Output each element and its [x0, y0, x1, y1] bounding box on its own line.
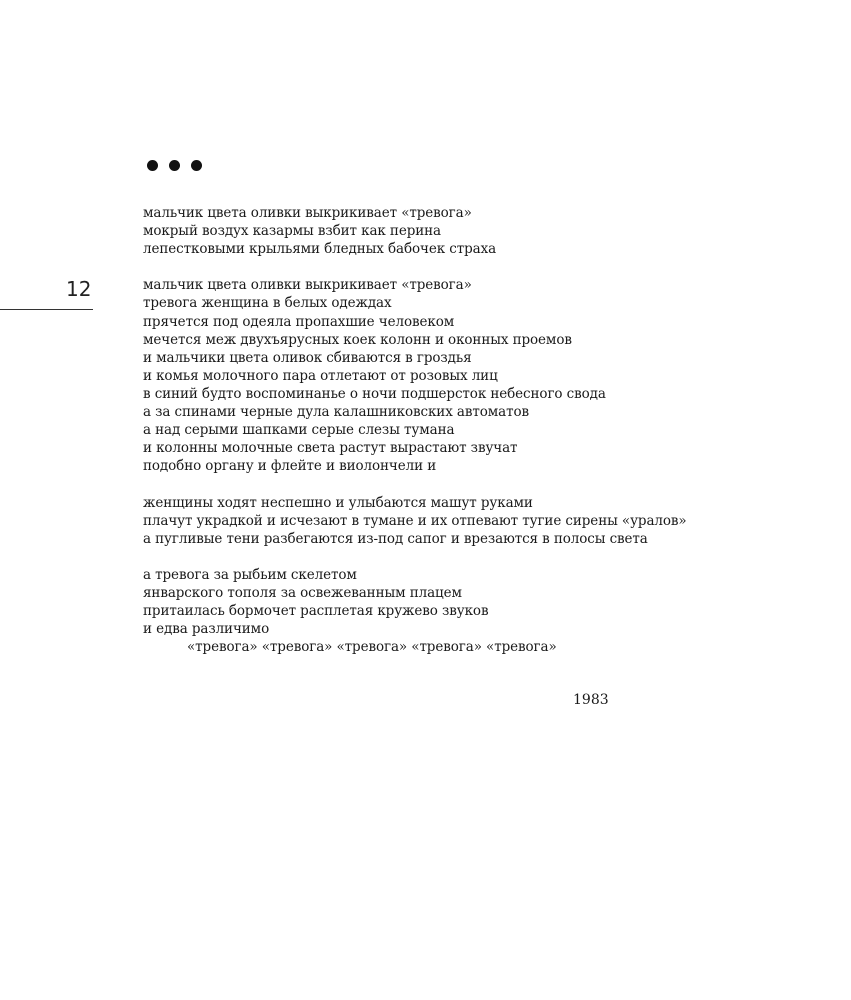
- poem-line: а тревога за рыбьим скелетом: [143, 566, 357, 583]
- poem-line: тревога женщина в белых одеждах: [143, 295, 392, 312]
- poem-line: притаилась бормочет расплетая кружево звуков: [143, 603, 489, 620]
- poem-line: плачут украдкой и исчезают в тумане и их отпевают тугие сирены «уралов»: [143, 512, 687, 529]
- poem-line: и мальчики цвета оливок сбиваются в гроздья: [143, 349, 472, 366]
- poem-line: а над серыми шапками серые слезы тумана: [143, 422, 455, 439]
- dot: [169, 160, 180, 171]
- poem-line: и едва различимо: [143, 621, 270, 638]
- poem-line: мечется меж двухъярусных коек колонн и оконных проемов: [143, 331, 572, 348]
- stanza: [143, 276, 743, 475]
- dot: [191, 160, 202, 171]
- poem-line: лепестковыми крыльями бледных бабочек страха: [143, 241, 497, 258]
- poem-body: [143, 204, 743, 674]
- page-number: 12: [66, 277, 92, 301]
- poem-date: 1983: [573, 692, 609, 708]
- poem-line: прячется под одеяла пропахшие человеком: [143, 313, 455, 330]
- poem-line: женщины ходят неспешно и улыбаются машут руками: [143, 494, 533, 511]
- poem-line: и колонны молочные света растут вырастают звучат: [143, 440, 518, 457]
- poem-line: мальчик цвета оливки выкрикивает «тревога»: [143, 205, 472, 221]
- page-number-rule: [0, 309, 93, 310]
- stanza: [143, 204, 743, 258]
- poem-line: а пугливые тени разбегаются из-под сапог и врезаются в полосы света: [143, 530, 648, 547]
- stanza: [143, 494, 743, 548]
- poem-line: и комья молочного пара отлетают от розовых лиц: [143, 367, 498, 384]
- poem-line: мальчик цвета оливки выкрикивает «тревога»: [143, 277, 472, 294]
- poem-line: в синий будто воспоминанье о ночи подшерсток небесного свода: [143, 385, 606, 402]
- dot: [147, 160, 158, 171]
- poem-line: мокрый воздух казармы взбит как перина: [143, 223, 442, 240]
- poem-line: подобно органу и флейте и виолончели и: [143, 458, 437, 475]
- stanza: [143, 566, 743, 656]
- poem-line: январского тополя за освежеванным плацем: [143, 584, 462, 601]
- poem-line: «тревога» «тревога» «тревога» «тревога» «тревога»: [187, 639, 557, 656]
- poem-line: а за спинами черные дула калашниковских автоматов: [143, 404, 530, 421]
- section-dots-ornament: [147, 160, 202, 171]
